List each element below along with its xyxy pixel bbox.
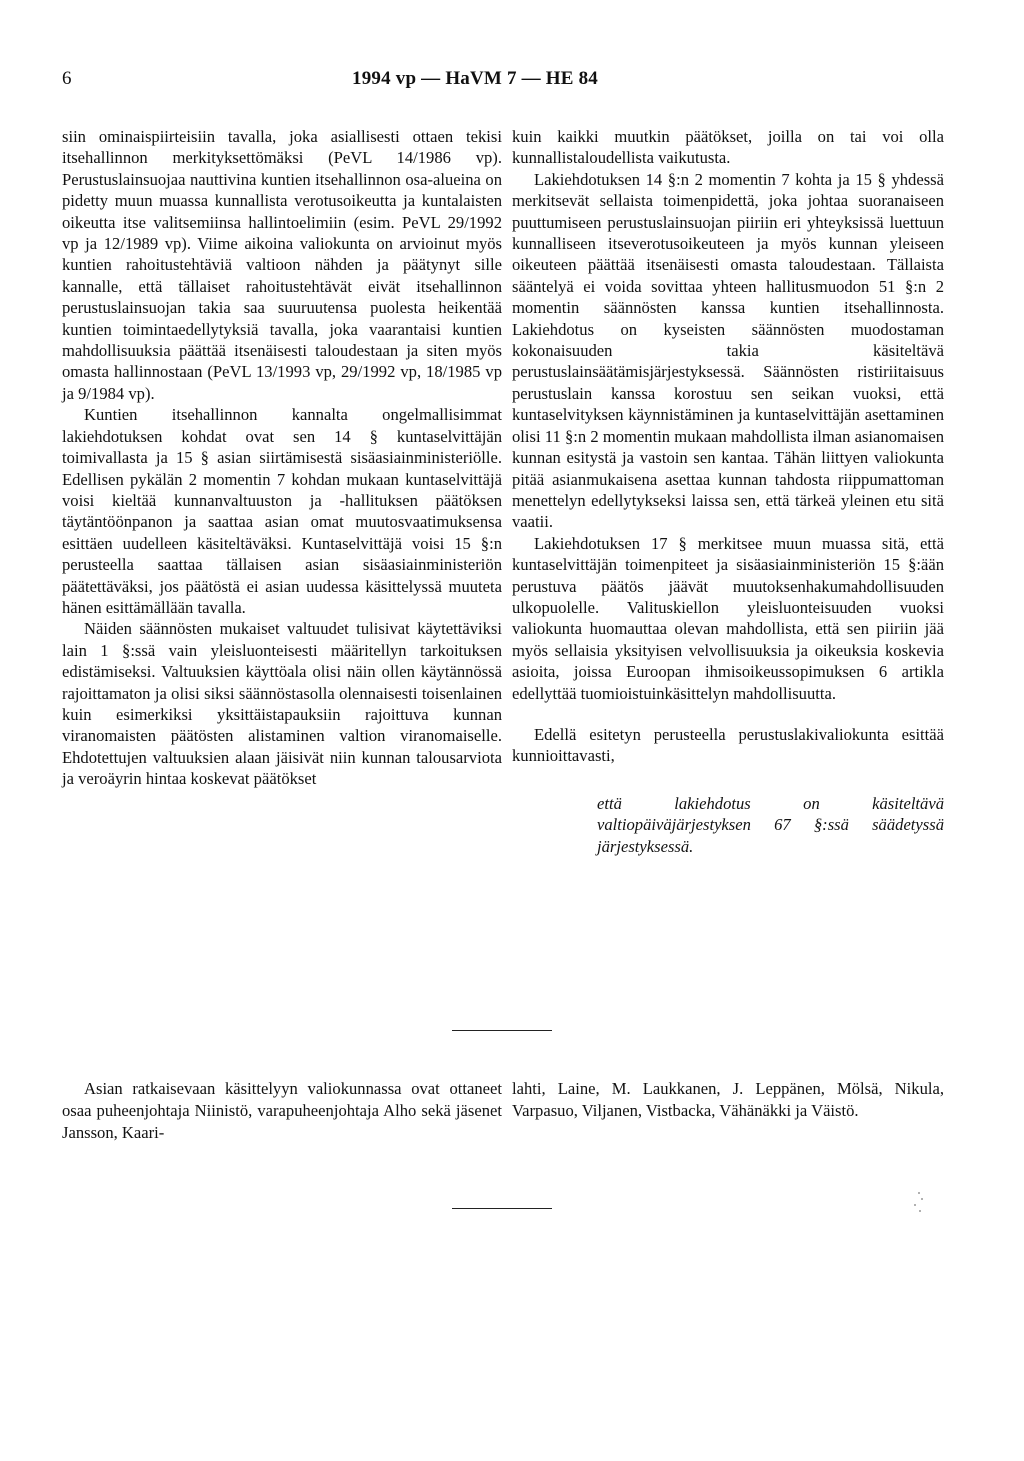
left-paragraph-3: Näiden säännösten mukaiset valtuudet tulisivat käytettäviksi lain 1 §:ssä vain yleisluonteisesti määritellyn tarkoituksen edistämiseksi. Valtuuksien käyttöala olisi näin ollen käytännössä rajoittamaton ja olisi siksi säännöstasolla olennaisesti toisenlainen kuin esimerkiksi yksittäistapauksiin rajoittuva kunnan viranomaisten päätösten alistaminen valtion viranomaiselle. Ehdotettujen valtuuksien alaan jäisivät niin kunnan talousarviota ja veroäyrin hintaa koskevat päätökset (62, 619, 502, 789)
members-text-right: lahti, Laine, M. Laukkanen, J. Leppänen, Mölsä, Nikula, Varpasuo, Viljanen, Vistbacka, Vähänäkki ja Väistö. (512, 1079, 944, 1120)
page-number: 6 (62, 68, 72, 89)
page-header (62, 68, 962, 94)
members-list-left (62, 1078, 502, 1143)
running-head: 1994 vp — HaVM 7 — HE 84 (352, 68, 599, 89)
right-paragraph-2: Lakiehdotuksen 14 §:n 2 momentin 7 kohta ja 15 § yhdessä merkitsevät sellaista toimenpidettä, joka johtaa suoranaiseen puuttumiseen perustuslainsuojan piiriin eri yhteyksissä luettuun kunnalliseen itseverotusoikeuteen ja myös kunnan yleiseen oikeuteen päättää itsenäisesti omasta taloudestaan. Tällaista sääntelyä ei voida sovittaa yhteen hallitusmuodon 51 §:n 2 momentin säännösten kanssa kuntien itsehallinnosta. Lakiehdotus on kyseisten säännösten muodostaman kokonaisuuden takia käsiteltävä perustuslainsäätämisjärjestyksessä. Säännösten ristiriitaisuus perustuslain kanssa korostuu sen seikan vuoksi, että kuntaselvityksen käynnistäminen ja kuntaselvittäjän asettaminen olisi 11 §:n 2 momentin mukaan mahdollista ilman asianomaisen kunnan esitystä ja vastoin sen kantaa. Tähän liittyen valiokunta pitää asianmukaisena asettaa kunnan tahdosta riippumattoman menettelyn edellytykseksi laissa sen, että tärkeä yleinen etu sitä vaatii. (512, 169, 944, 532)
decision-statement: että lakiehdotus on käsiteltävä valtiopäiväjärjestyksen 67 §:ssä säädetyssä järjestyksessä. (597, 793, 944, 856)
divider-rule-top (452, 1030, 552, 1031)
right-paragraph-4: Edellä esitetyn perusteella perustuslakivaliokunta esittää kunnioittavasti, (512, 724, 944, 766)
members-text-left: Asian ratkaisevaan käsittelyyn valiokunnassa ovat ottaneet osaa puheenjohtaja Niinistö, varapuheenjohtaja Alho sekä jäsenet Jansson, Kaari- (62, 1079, 502, 1142)
left-paragraph-2: Kuntien itsehallinnon kannalta ongelmallisimmat lakiehdotuksen kohdat ovat sen 14 § kuntaselvittäjän toimivallasta ja 15 § asian siirtämisestä sisäasiainministeriölle. Edellisen pykälän 2 momentin 7 kohdan mukaan kuntaselvittäjä voisi kieltää kunnanvaltuuston ja -hallituksen päätöksen täytäntöönpanon ja saattaa asian omat muutosvaatimuksensa esittäen uudelleen käsiteltäväksi. Kuntaselvittäjä voisi 15 §:n perusteella saattaa tällaisen asian sisäasiainministeriön päätettäväksi, jos päätöstä ei asian uudessa käsittelyssä muuteta hänen esittämällään tavalla. (62, 405, 502, 617)
left-paragraph-1: siin ominaispiirteisiin tavalla, joka asiallisesti ottaen tekisi itsehallinnon merkityksettömäksi (PeVL 14/1986 vp). Perustuslainsuojaa nauttivina kuntien itsehallinnon osa-alueina on pidetty muun muassa kunnallista verotusoikeutta ja kuntalaisten oikeutta itse valitsemiinsa hallintoelimiin (esim. PeVL 29/1992 vp ja 12/1989 vp). Viime aikoina valiokunta on arvioinut myös kuntien rahoitustehtäviä valtioon nähden ja päätynyt sille kannalle, että tällaiset rahoitustehtävät eivät itsehallinnon perustuslainsuojan takia saa suuruutensa puolesta heikentää kuntien toimintaedellytyksiä tavalla, joka vaarantaisi kuntien mahdollisuuksia päättää itsenäisesti taloudestaan ja siten myös omasta hallinnostaan (PeVL 13/1993 vp, 29/1992 vp, 18/1985 vp ja 9/1984 vp). (62, 127, 502, 403)
divider-rule-bottom (452, 1208, 552, 1209)
left-column (62, 126, 502, 790)
right-column (512, 126, 944, 857)
members-list-right (512, 1078, 944, 1122)
right-paragraph-1: kuin kaikki muutkin päätökset, joilla on tai voi olla kunnallistaloudellista vaikutusta. (512, 127, 944, 168)
scan-speck (912, 1190, 924, 1214)
right-paragraph-3: Lakiehdotuksen 17 § merkitsee muun muassa sitä, että kuntaselvittäjän toimenpiteet ja sisäasiainministeriön 15 §:ään perustuva päätös jäävät muutoksenhakumahdollisuuden ulkopuolelle. Valituskiellon yleisluonteisuuden vuoksi valiokunta huomauttaa olevan mahdollista, että sen piiriin jää myös sellaisia yksityisen velvollisuuksia ja oikeuksia koskevia asioita, joissa Euroopan ihmisoikeussopimuksen 6 artikla edellyttää tuomioistuinkäsittelyn mahdollisuutta. (512, 533, 944, 703)
